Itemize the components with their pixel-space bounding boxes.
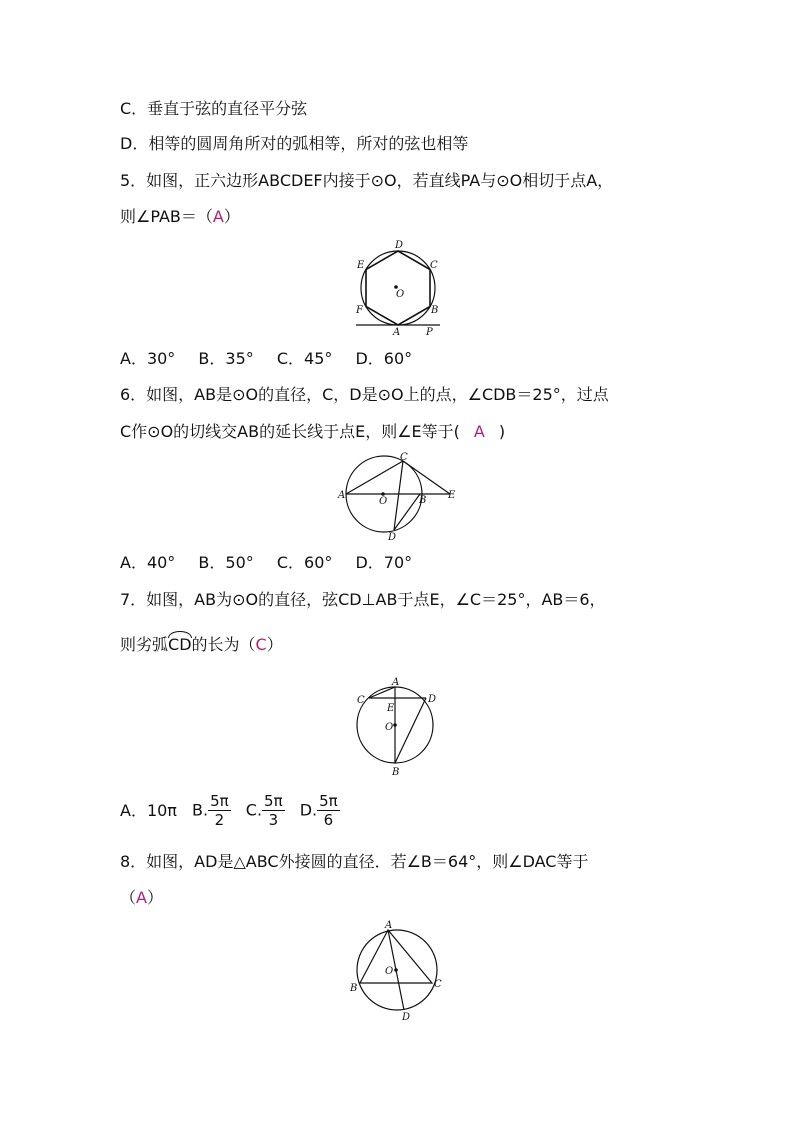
option-d-text: D．相等的圆周角所对的弧相等，所对的弦也相等 — [120, 134, 469, 153]
q7-option-d-denominator: 6 — [323, 811, 334, 829]
q8-stem-text: （ — [120, 888, 137, 907]
q6-tangent-ce — [403, 461, 450, 494]
q8-stem-line2 — [120, 887, 163, 909]
q7-stem-mid: 的长为（ — [191, 635, 256, 654]
q6-stem-line1: 6．如图，AB是⊙O的直径，C，D是⊙O上的点，∠CDB＝25°，过点 — [120, 385, 609, 404]
q6-line-ac — [346, 461, 403, 494]
q5-label-d: D — [395, 240, 404, 251]
q8-stem-close: ） — [146, 888, 163, 907]
q5-answer: A — [212, 207, 224, 226]
q7-label-o: O — [385, 722, 394, 733]
q7-option-d-fraction — [317, 792, 340, 829]
q7-option-d-numerator: 5π — [319, 792, 338, 810]
q5-label-f: F — [356, 305, 363, 316]
q8-label-a: A — [385, 920, 393, 931]
q8-label-d: D — [402, 1012, 411, 1023]
q7-label-b: B — [392, 767, 400, 778]
q6-answer: A — [473, 422, 485, 441]
q7-option-c-fraction — [262, 792, 285, 829]
q6-option-a: A．40° — [120, 553, 176, 572]
q6-label-c: C — [400, 452, 408, 463]
q7-label-d: D — [428, 694, 437, 705]
q6-stem-close: ) — [498, 422, 506, 441]
q7-stem-line2 — [120, 634, 283, 656]
q8-label-o: O — [385, 966, 394, 977]
option-c-text: C．垂直于弦的直径平分弦 — [120, 99, 308, 118]
q6-label-d: D — [388, 532, 397, 542]
q5-label-b: B — [431, 305, 439, 316]
q7-arc-cd: CD — [168, 635, 192, 654]
q5-stem-line1: 5．如图，正六边形ABCDEF内接于⊙O，若直线PA与⊙O相切于点A， — [120, 171, 614, 190]
q5-circle — [361, 251, 435, 325]
q8-label-b: B — [350, 983, 358, 994]
q5-option-a: A．30° — [120, 349, 176, 368]
q7-label-e: E — [387, 703, 395, 714]
q7-option-b-numerator: 5π — [210, 792, 229, 810]
q6-label-b: B — [419, 495, 427, 506]
q6-figure — [336, 450, 466, 542]
q7-label-c: C — [357, 695, 365, 706]
q6-label-o: O — [379, 496, 388, 507]
q7-stem-line1: 7．如图，AB为⊙O的直径，弦CD⊥AB于点E，∠C＝25°，AB＝6， — [120, 590, 606, 609]
q7-option-c-numerator: 5π — [264, 792, 283, 810]
q7-line-db — [395, 698, 426, 763]
q5-stem-text: 则∠PAB＝（ — [120, 207, 213, 226]
q5-stem-close: ） — [223, 207, 240, 226]
q6-stem-text: C作⊙O的切线交AB的延长线于点E，则∠E等于( — [120, 422, 460, 441]
q6-options — [120, 552, 430, 574]
q8-figure — [345, 918, 450, 1024]
q7-stem-text: 则劣弧 — [120, 635, 169, 654]
q7-stem-close: ） — [266, 635, 283, 654]
q5-label-o: O — [396, 289, 405, 300]
q6-label-a: A — [338, 490, 346, 501]
q7-line-ca — [369, 687, 395, 698]
q7-option-a: A．10π — [120, 800, 177, 820]
q5-label-e: E — [357, 260, 365, 271]
q8-stem-line1: 8．如图，AD是△ABC外接圆的直径．若∠B＝64°，则∠DAC等于 — [120, 852, 589, 871]
q6-option-b: B．50° — [198, 553, 254, 572]
q7-center-dot — [393, 723, 397, 727]
q5-stem-line2 — [120, 206, 240, 228]
q6-label-e: E — [448, 490, 456, 501]
q6-stem-line2 — [120, 421, 505, 443]
q7-label-a: A — [392, 677, 400, 688]
q8-label-c: C — [434, 979, 442, 990]
q6-option-c: C．60° — [276, 553, 333, 572]
q7-figure — [350, 674, 445, 782]
q7-option-b-denominator: 2 — [214, 811, 225, 829]
q5-figure — [340, 238, 450, 338]
q7-option-c-label: C. — [245, 800, 263, 820]
q5-label-a: A — [393, 327, 401, 338]
q5-option-c: C．45° — [276, 349, 333, 368]
q7-option-c-denominator: 3 — [268, 811, 279, 829]
q7-options — [120, 792, 340, 829]
q7-answer: C — [255, 635, 267, 654]
q5-label-p: P — [426, 327, 433, 338]
q8-answer: A — [136, 888, 147, 907]
q7-option-b-label: B. — [192, 800, 209, 820]
q5-option-b: B．35° — [198, 349, 254, 368]
q7-option-d-label: D. — [299, 800, 318, 820]
q7-option-b-fraction — [208, 792, 231, 829]
q8-center-dot — [394, 968, 398, 972]
q5-options — [120, 348, 430, 370]
q5-hexagon — [366, 251, 430, 325]
q5-label-c: C — [430, 260, 438, 271]
q5-option-d: D．60° — [355, 349, 413, 368]
q6-option-d: D．70° — [355, 553, 413, 572]
